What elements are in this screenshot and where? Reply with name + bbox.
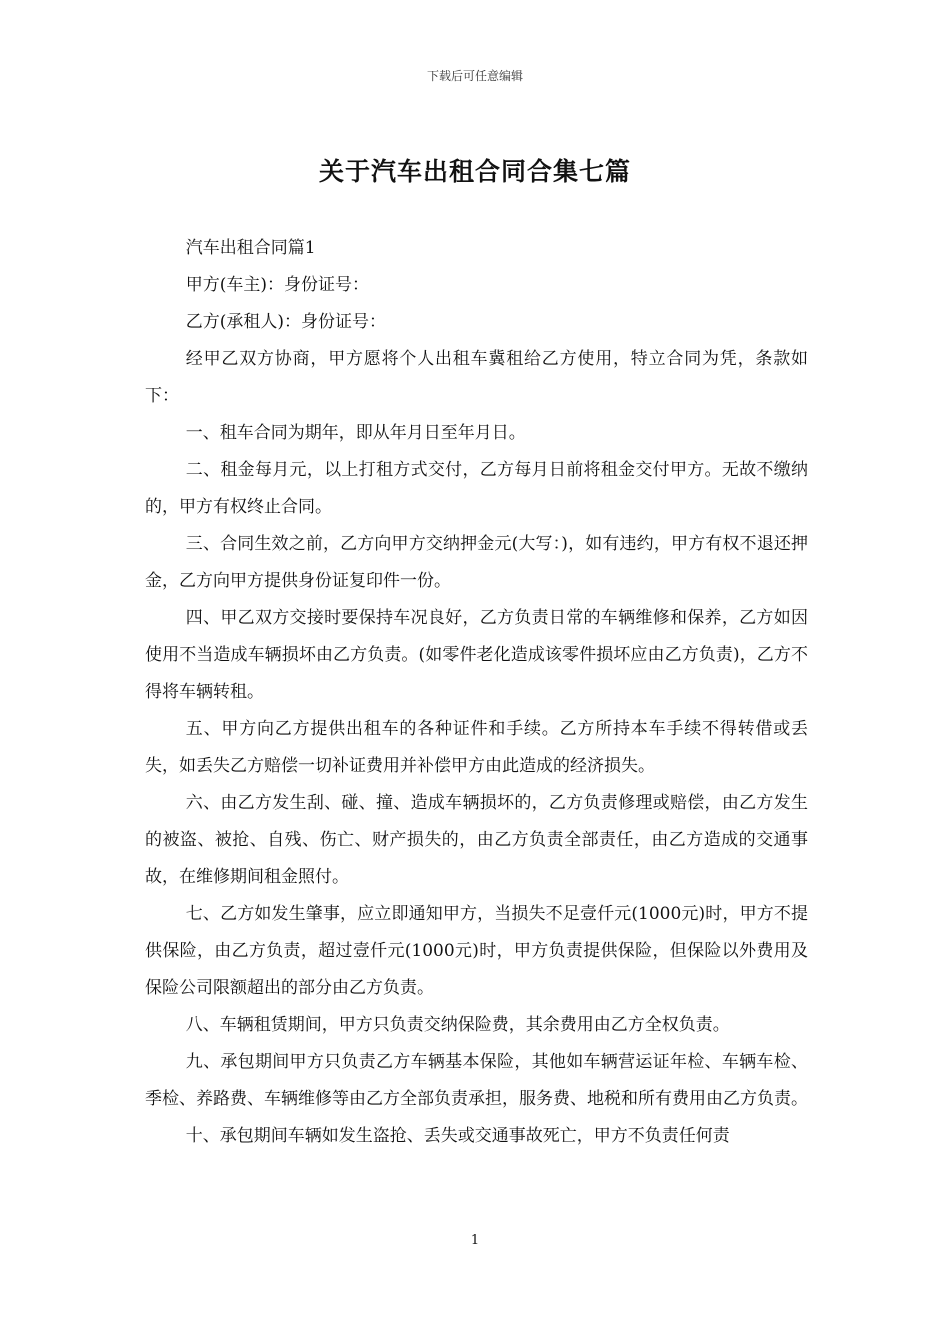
page-number: 1 bbox=[470, 1233, 480, 1248]
paragraph: 乙方(承租人)：身份证号： bbox=[185, 312, 387, 332]
paragraph: 七、乙方如发生肇事，应立即通知甲方，当损失不足壹仟元(1000元)时，甲方不提供保险，由乙方负责，超过壹仟元(1000元)时，甲方负责提供保险，但保险以外费用及保险公司限额超出的部分由乙方负责。 bbox=[145, 904, 808, 998]
paragraph: 甲方(车主)：身份证号： bbox=[185, 275, 370, 295]
paragraph: 八、车辆租赁期间，甲方只负责交纳保险费，其余费用由乙方全权负责。 bbox=[185, 1015, 730, 1035]
page-header: 下载后可任意编辑 bbox=[426, 69, 523, 83]
paragraph: 六、由乙方发生刮、碰、撞、造成车辆损坏的，乙方负责修理或赔偿，由乙方发生的被盗、被抢、自残、伤亡、财产损失的，由乙方负责全部责任，由乙方造成的交通事故，在维修期间租金照付。 bbox=[145, 793, 808, 887]
paragraph: 二、租金每月元，以上打租方式交付，乙方每月日前将租金交付甲方。无故不缴纳的，甲方有权终止合同。 bbox=[145, 460, 808, 517]
document-body bbox=[145, 230, 808, 1155]
paragraph: 经甲乙双方协商，甲方愿将个人出租车冀租给乙方使用，特立合同为凭，条款如下： bbox=[145, 349, 808, 406]
paragraph: 四、甲乙双方交接时要保持车况良好，乙方负责日常的车辆维修和保养，乙方如因使用不当造成车辆损坏由乙方负责。(如零件老化造成该零件损坏应由乙方负责)，乙方不得将车辆转租。 bbox=[145, 608, 808, 702]
paragraph: 五、甲方向乙方提供出租车的各种证件和手续。乙方所持本车手续不得转借或丢失，如丢失乙方赔偿一切补证费用并补偿甲方由此造成的经济损失。 bbox=[145, 719, 808, 776]
paragraph: 汽车出租合同篇1 bbox=[185, 238, 316, 258]
paragraph: 十、承包期间车辆如发生盗抢、丢失或交通事故死亡，甲方不负责任何责 bbox=[185, 1126, 730, 1146]
paragraph: 九、承包期间甲方只负责乙方车辆基本保险，其他如车辆营运证年检、车辆车检、季检、养路费、车辆维修等由乙方全部负责承担，服务费、地税和所有费用由乙方负责。 bbox=[145, 1052, 808, 1109]
document-title: 关于汽车出租合同合集七篇 bbox=[318, 157, 631, 186]
paragraph: 一、租车合同为期年，即从年月日至年月日。 bbox=[185, 423, 526, 443]
paragraph: 三、合同生效之前，乙方向甲方交纳押金元(大写：)，如有违约，甲方有权不退还押金，乙方向甲方提供身份证复印件一份。 bbox=[145, 534, 808, 591]
